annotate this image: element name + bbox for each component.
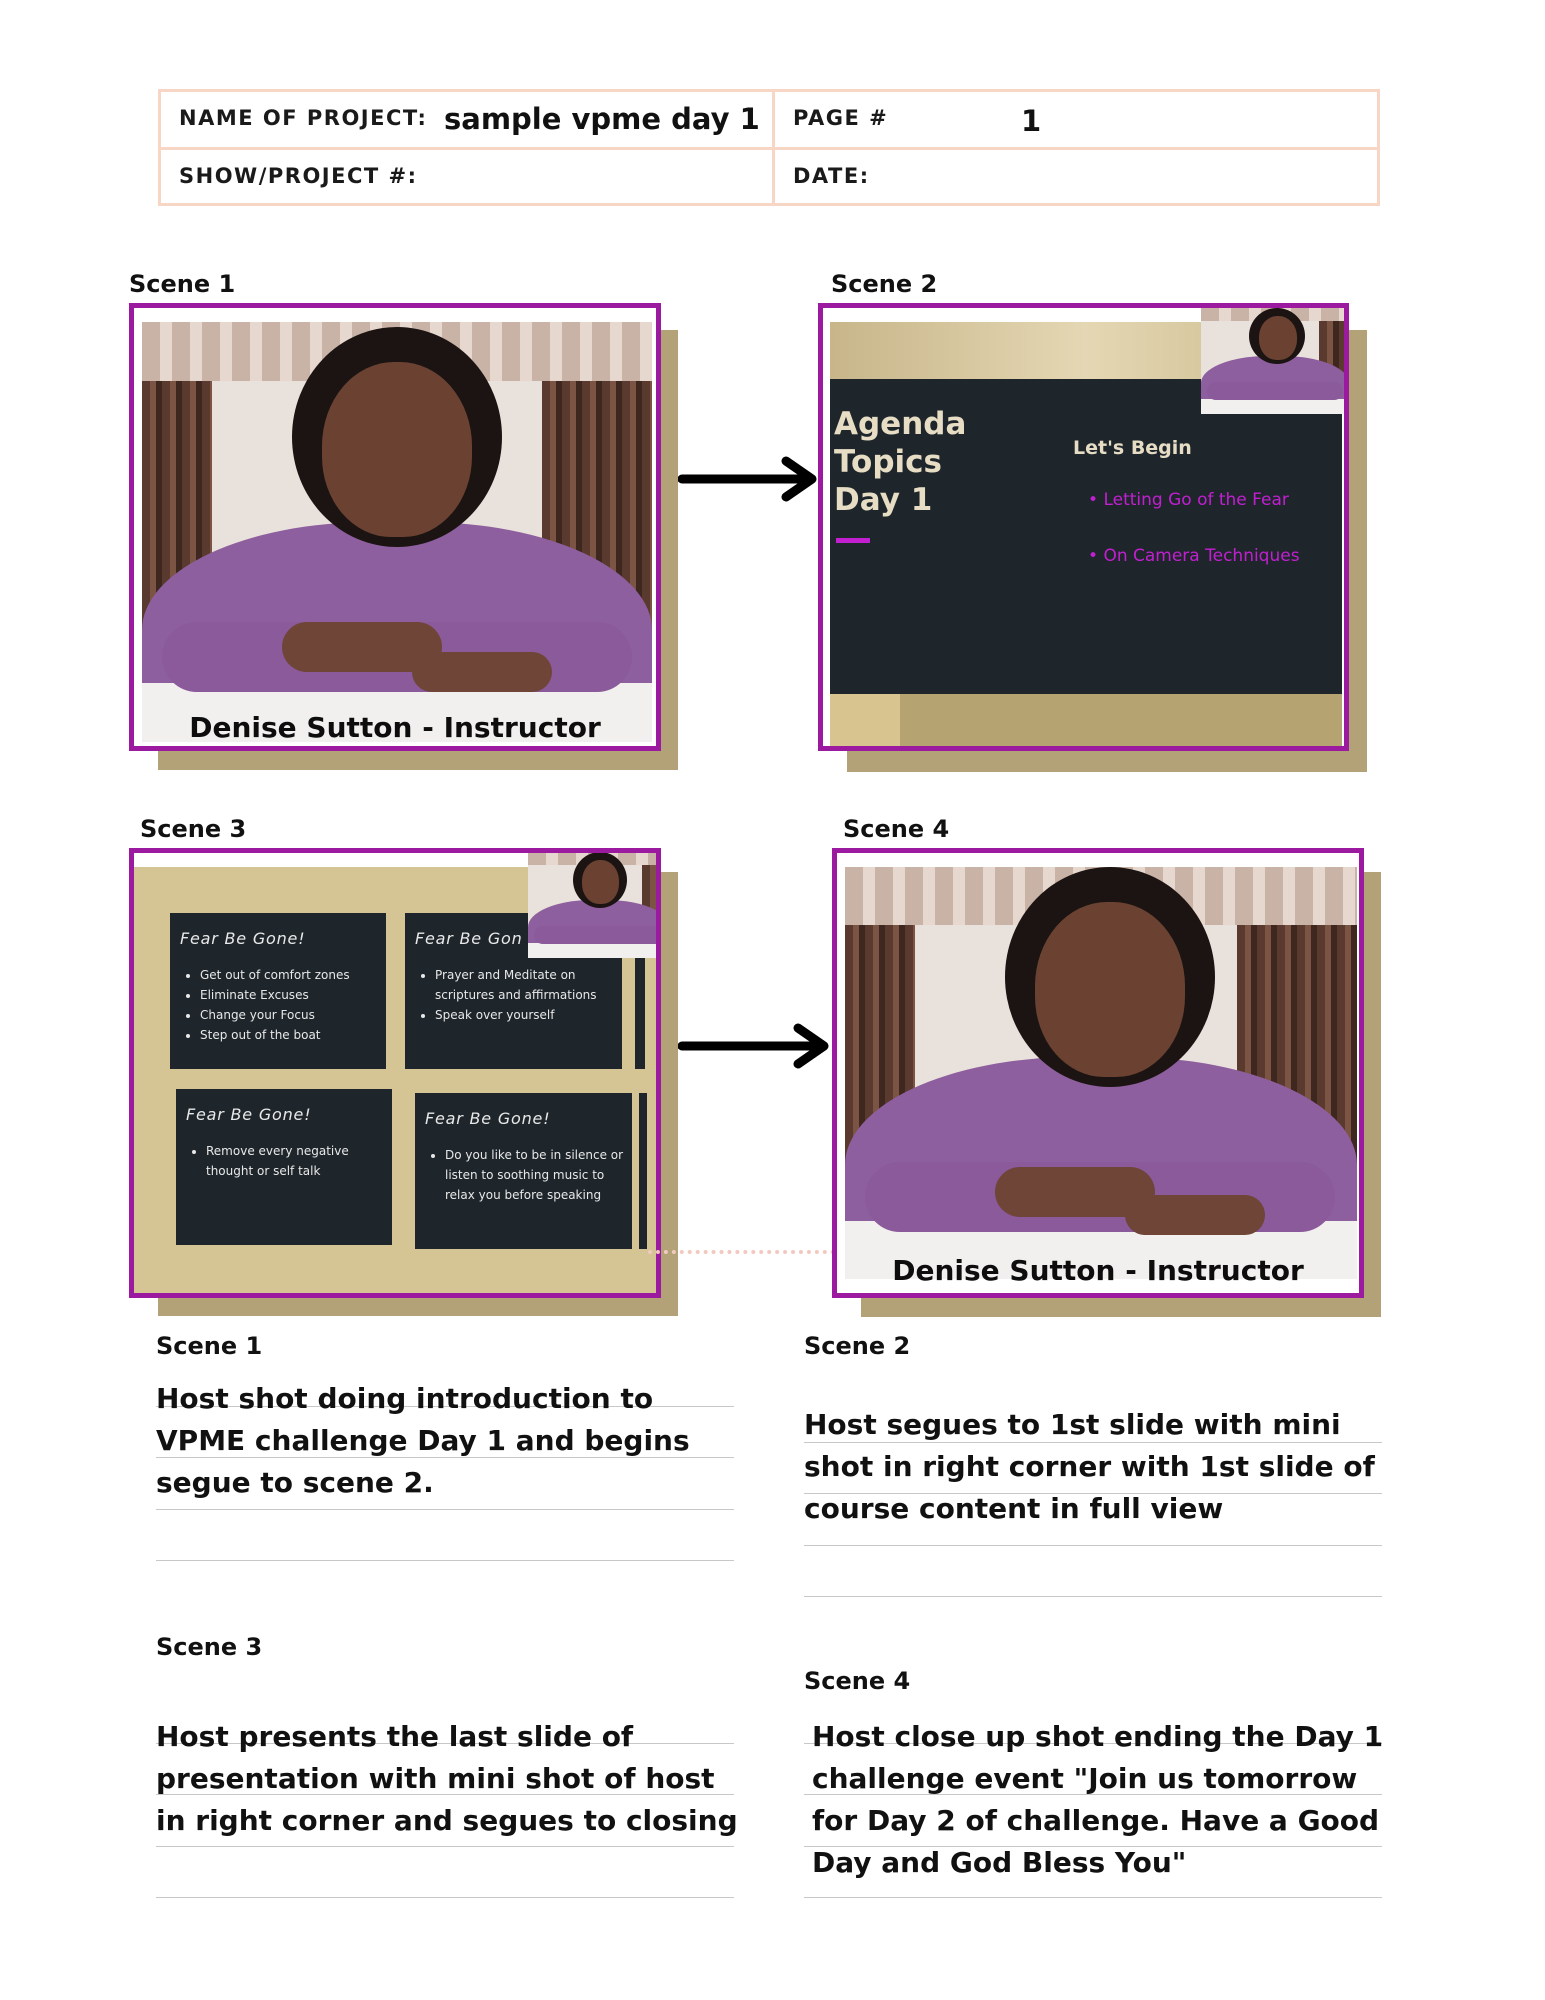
agenda-title-line-1: Agenda [834, 406, 967, 442]
agenda-accent-bar [836, 538, 870, 543]
scene-2-description: Host segues to 1st slide with mini shot in right corner with 1st slide of course content in full view [804, 1408, 1375, 1525]
agenda-slide [830, 379, 1342, 694]
agenda-item: • On Camera Techniques [1088, 546, 1300, 566]
fear-card: Fear Be Gon • Prayer and Meditate on scriptures and affirmations • Speak over yourself [405, 913, 622, 1069]
fear-card: Fear Be Gone! • Remove every negative thought or self talk [176, 1089, 392, 1245]
scene-4-description-label: Scene 4 [804, 1667, 911, 1695]
arrow-right-icon [678, 1022, 834, 1070]
scene-2-frame-title: Scene 2 [831, 270, 938, 298]
agenda-title-line-3: Day 1 [834, 482, 933, 518]
scene-2-description-label: Scene 2 [804, 1332, 911, 1360]
arrow-right-icon [678, 455, 822, 503]
date-label: DATE: [793, 164, 870, 188]
fear-card: Fear Be Gone! • Get out of comfort zones • Eliminate Excuses • Change your Focus • Step out of the boat [170, 913, 386, 1069]
scene-1-frame-title: Scene 1 [129, 270, 236, 298]
project-header-table [158, 89, 1380, 206]
host-mini-photo [528, 850, 661, 958]
agenda-title-line-2: Topics [834, 444, 942, 480]
scene-2-frame [818, 303, 1349, 751]
scene-4-description: Host close up shot ending the Day 1 challenge event "Join us tomorrow for Day 2 of challenge. Have a Good Day and God Bless You" [812, 1720, 1384, 1879]
page-number-value: 1 [1021, 104, 1042, 138]
fear-card: Fear Be Gone! • Do you like to be in silence or listen to soothing music to relax you before speaking [415, 1093, 632, 1249]
scene-3-frame-title: Scene 3 [140, 815, 247, 843]
host-photo [142, 322, 652, 742]
project-name-label: NAME OF PROJECT: [179, 106, 428, 130]
header-divider-horizontal [161, 147, 1377, 150]
scene-3-frame [129, 848, 661, 1298]
agenda-item: • Letting Go of the Fear [1088, 490, 1289, 510]
host-mini-photo [1201, 306, 1349, 414]
page-number-label: PAGE # [793, 106, 889, 130]
scene-1-description: Host shot doing introduction to VPME challenge Day 1 and begins segue to scene 2. [156, 1382, 690, 1499]
scene-4-frame [832, 848, 1364, 1298]
agenda-slide-bottom-band [830, 694, 1342, 746]
scene-1-description-label: Scene 1 [156, 1332, 263, 1360]
project-name-value: sample vpme day 1 [444, 102, 760, 136]
scene-4-caption: Denise Sutton - Instructor [892, 1254, 1304, 1287]
scene-1-caption: Denise Sutton - Instructor [189, 711, 601, 744]
scene-3-description: Host presents the last slide of presentation with mini shot of host in right corner and segues to closing [156, 1720, 738, 1837]
agenda-subtitle: Let's Begin [1073, 437, 1192, 459]
host-photo [845, 867, 1357, 1279]
scene-4-frame-title: Scene 4 [843, 815, 950, 843]
show-project-label: SHOW/PROJECT #: [179, 164, 418, 188]
scene-3-description-label: Scene 3 [156, 1633, 263, 1661]
scene-1-frame [129, 303, 661, 751]
